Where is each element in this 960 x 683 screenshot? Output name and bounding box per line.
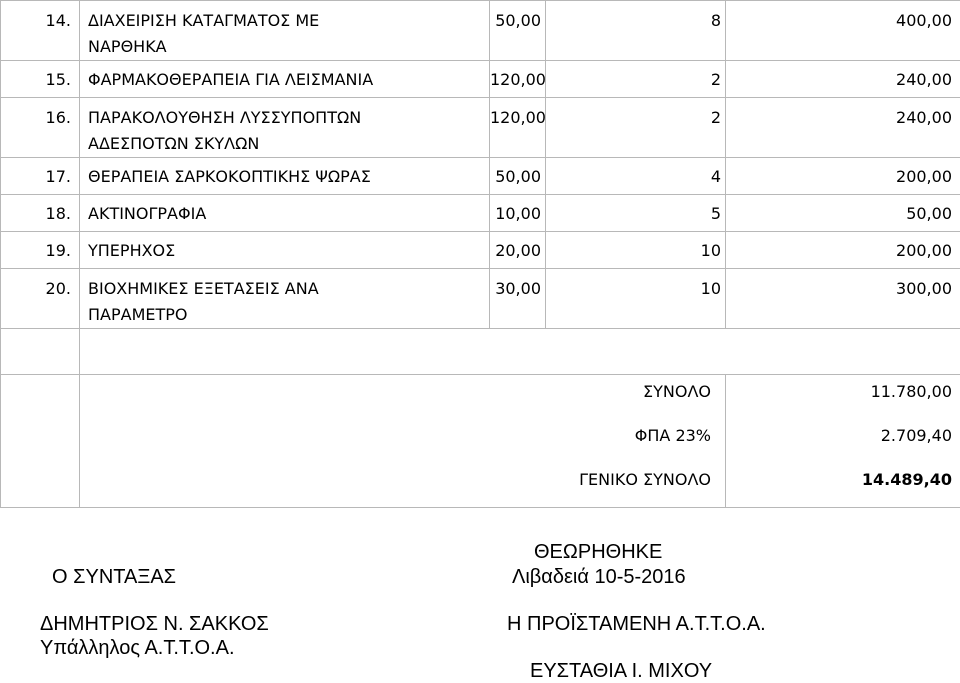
row-total: 50,00 xyxy=(906,204,952,223)
row-description: ΑΚΤΙΝΟΓΡΑΦΙΑ xyxy=(88,201,398,227)
row-quantity: 8 xyxy=(711,11,721,30)
row-total: 400,00 xyxy=(896,11,952,30)
table-row xyxy=(1,1,960,61)
approved-name: ΕΥΣΤΑΘΙΑ Ι. ΜΙΧΟΥ xyxy=(530,660,712,683)
sum-value: 11.780,00 xyxy=(871,382,952,401)
row-description: ΠΑΡΑΚΟΛΟΥΘΗΣΗ ΛΥΣΣΥΠΟΠΤΩΝ ΑΔΕΣΠΟΤΩΝ ΣΚΥΛΩΝ xyxy=(88,105,398,157)
row-number: 14. xyxy=(46,11,71,30)
approved-place-date: Λιβαδειά 10-5-2016 xyxy=(512,566,686,589)
row-description: ΔΙΑΧΕΙΡΙΣΗ ΚΑΤΑΓΜΑΤΟΣ ΜΕ ΝΑΡΘΗΚΑ xyxy=(88,8,398,60)
grand-total-row xyxy=(1,463,960,508)
row-number: 20. xyxy=(46,279,71,298)
row-unit-price: 120,00 xyxy=(490,108,546,127)
row-unit-price: 50,00 xyxy=(495,167,541,186)
row-number: 17. xyxy=(46,167,71,186)
row-description: ΥΠΕΡΗΧΟΣ xyxy=(88,238,398,264)
row-unit-price: 30,00 xyxy=(495,279,541,298)
composer-role: Υπάλληλος Α.Τ.Τ.Ο.Α. xyxy=(40,637,235,660)
table-row xyxy=(1,98,960,158)
row-number: 15. xyxy=(46,70,71,89)
sum-label: ΣΥΝΟΛΟ xyxy=(643,382,711,401)
composer-title: Ο ΣΥΝΤΑΞΑΣ xyxy=(52,566,176,589)
table-row xyxy=(1,232,960,269)
approved-role: Η ΠΡΟΪΣΤΑΜΕΝΗ Α.Τ.Τ.Ο.Α. xyxy=(507,613,766,636)
row-unit-price: 10,00 xyxy=(495,204,541,223)
row-unit-price: 50,00 xyxy=(495,11,541,30)
sum-row xyxy=(1,375,960,420)
row-number: 19. xyxy=(46,241,71,260)
approved-title: ΘΕΩΡΗΘΗΚΕ xyxy=(534,541,662,564)
row-total: 200,00 xyxy=(896,241,952,260)
composer-name: ΔΗΜΗΤΡΙΟΣ Ν. ΣΑΚΚΟΣ xyxy=(40,613,269,636)
row-unit-price: 120,00 xyxy=(490,70,546,89)
table-row xyxy=(1,158,960,195)
empty-row xyxy=(1,329,960,375)
vat-row xyxy=(1,419,960,463)
row-quantity: 2 xyxy=(711,70,721,89)
row-total: 200,00 xyxy=(896,167,952,186)
row-description: ΒΙΟΧΗΜΙΚΕΣ ΕΞΕΤΑΣΕΙΣ ΑΝΑ ΠΑΡΑΜΕΤΡΟ xyxy=(88,276,398,328)
grand-total-label: ΓΕΝΙΚΟ ΣΥΝΟΛΟ xyxy=(579,470,711,489)
row-quantity: 2 xyxy=(711,108,721,127)
row-number: 16. xyxy=(46,108,71,127)
row-total: 240,00 xyxy=(896,108,952,127)
row-quantity: 10 xyxy=(701,241,721,260)
row-quantity: 10 xyxy=(701,279,721,298)
row-unit-price: 20,00 xyxy=(495,241,541,260)
vat-label: ΦΠΑ 23% xyxy=(635,426,711,445)
table-row xyxy=(1,195,960,232)
row-description: ΦΑΡΜΑΚΟΘΕΡΑΠΕΙΑ ΓΙΑ ΛΕΙΣΜΑΝΙΑ xyxy=(88,67,398,93)
table-row xyxy=(1,269,960,329)
row-description: ΘΕΡΑΠΕΙΑ ΣΑΡΚΟΚΟΠΤΙΚΗΣ ΨΩΡΑΣ xyxy=(88,164,398,190)
table-row xyxy=(1,61,960,98)
row-quantity: 5 xyxy=(711,204,721,223)
grand-total-value: 14.489,40 xyxy=(862,470,952,489)
row-total: 240,00 xyxy=(896,70,952,89)
row-quantity: 4 xyxy=(711,167,721,186)
vat-value: 2.709,40 xyxy=(881,426,952,445)
row-total: 300,00 xyxy=(896,279,952,298)
row-number: 18. xyxy=(46,204,71,223)
